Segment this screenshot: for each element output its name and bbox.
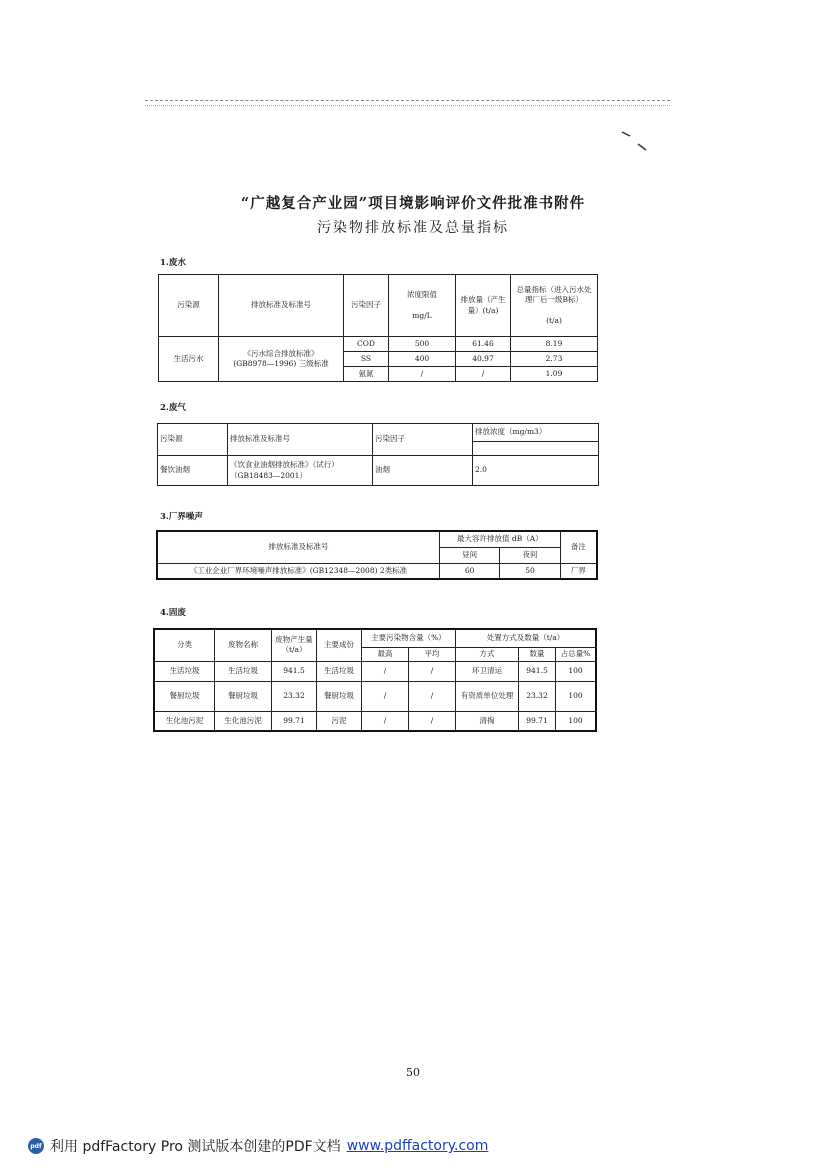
header-cell: 备注 (560, 531, 597, 563)
header-cell: 废物名称 (215, 629, 272, 661)
header-cell: 分类 (154, 629, 215, 661)
header-cell (389, 275, 456, 337)
standard-text: (GB8978—1996) 三级标准 (233, 359, 329, 368)
value-cell: 2.0 (473, 456, 599, 486)
table-cell: 100 (556, 681, 597, 711)
noise-table (156, 530, 598, 580)
header-cell: 最高 (362, 647, 409, 661)
table-cell: / (362, 661, 409, 681)
header-cell: 夜间 (500, 547, 560, 563)
section-heading-noise: 3.厂界噪声 (160, 512, 203, 522)
header-text: 总量指标（进入污水处理厂后一级B标） (516, 285, 592, 305)
table-cell: / (409, 711, 456, 731)
scan-artifact-line (145, 100, 670, 106)
header-cell: 占总量% (556, 647, 597, 661)
header-text: (t/a) (546, 315, 562, 325)
header-cell: 主要污染物含量（%） (362, 629, 456, 647)
header-cell: 主要成份 (317, 629, 362, 661)
table-cell: 941.5 (272, 661, 317, 681)
table-cell: 2.73 (511, 352, 598, 367)
table-cell: 99.71 (519, 711, 556, 731)
table-cell: 清掏 (456, 711, 519, 731)
factor-cell: 油烟 (373, 456, 473, 486)
table-cell: 生活垃圾 (317, 661, 362, 681)
table-cell: 400 (389, 352, 456, 367)
table-cell: 60 (439, 563, 499, 579)
footer-text: 利用 pdfFactory Pro 测试版本创建的PDF文档 (50, 1139, 341, 1155)
table-cell: 厂界 (560, 563, 597, 579)
table-cell: 氨氮 (344, 367, 389, 382)
scan-speck (620, 130, 648, 152)
standard-cell: 《工业企业厂界环境噪声排放标准》(GB12348—2008) 2类标准 (157, 563, 439, 579)
table-cell: 生活垃圾 (215, 661, 272, 681)
header-cell: 最大容许排放值 dB（A） (439, 531, 560, 547)
header-cell: 污染源 (158, 424, 228, 456)
table-cell: 50 (500, 563, 560, 579)
header-cell: 排放标准及标准号 (219, 275, 344, 337)
footer-link[interactable]: www.pdffactory.com (346, 1138, 489, 1154)
table-cell: / (456, 367, 511, 382)
table-cell: 23.32 (519, 681, 556, 711)
header-cell: 昼间 (439, 547, 499, 563)
table-cell: / (389, 367, 456, 382)
header-cell (511, 275, 598, 337)
standard-text: 《饮食业油烟排放标准》（试行） (230, 460, 339, 470)
table-cell: 餐厨垃圾 (215, 681, 272, 711)
table-cell: 生活垃圾 (154, 661, 215, 681)
solid-waste-table (153, 628, 597, 732)
section-heading-exhaust: 2.废气 (160, 403, 186, 413)
table-cell: 生化池污泥 (154, 711, 215, 731)
header-cell: 排放标准及标准号 (228, 424, 373, 456)
source-cell: 生活污水 (159, 337, 219, 382)
table-cell: SS (344, 352, 389, 367)
exhaust-table (157, 423, 599, 486)
empty-cell (473, 442, 599, 456)
header-cell: 污染因子 (344, 275, 389, 337)
standard-text: 《污水综合排放标准》 (243, 348, 319, 358)
section-heading-solid: 4.固废 (160, 608, 186, 618)
table-cell: 8.19 (511, 337, 598, 352)
table-cell: / (362, 711, 409, 731)
header-cell: 污染因子 (373, 424, 473, 456)
table-cell: 61.46 (456, 337, 511, 352)
wastewater-table (158, 274, 598, 382)
pdf-footer (28, 1136, 488, 1156)
table-cell: 23.32 (272, 681, 317, 711)
header-cell: 平均 (409, 647, 456, 661)
table-cell: 941.5 (519, 661, 556, 681)
header-cell: 处置方式及数量（t/a） (456, 629, 597, 647)
table-cell: 100 (556, 711, 597, 731)
table-cell: / (409, 681, 456, 711)
header-text: 浓度限值 (407, 290, 437, 300)
header-cell: 数量 (519, 647, 556, 661)
table-cell: COD (344, 337, 389, 352)
standard-text: （GB18483—2001） (230, 470, 307, 480)
table-cell: 40.97 (456, 352, 511, 367)
header-cell: 方式 (456, 647, 519, 661)
table-cell: 餐厨垃圾 (317, 681, 362, 711)
table-cell: 500 (389, 337, 456, 352)
table-cell: 100 (556, 661, 597, 681)
header-cell: 废物产生量（t/a） (272, 629, 317, 661)
table-cell: 餐厨垃圾 (154, 681, 215, 711)
table-cell: 99.71 (272, 711, 317, 731)
table-cell: / (409, 661, 456, 681)
header-text: mg/L (412, 310, 432, 320)
header-cell: 污染源 (159, 275, 219, 337)
standard-cell (228, 456, 373, 486)
document-subtitle: 污染物排放标准及总量指标 (317, 220, 509, 236)
standard-cell (219, 337, 344, 382)
pdffactory-logo-icon: pdf (28, 1138, 44, 1154)
header-cell: 排放量（产生量）(t/a) (456, 275, 511, 337)
source-cell: 餐饮油烟 (158, 456, 228, 486)
header-cell: 排放浓度（mg/m3） (473, 424, 599, 442)
table-cell: 有资质单位处理 (456, 681, 519, 711)
document-title: “广越复合产业园”项目境影响评价文件批准书附件 (240, 195, 586, 212)
header-cell: 排放标准及标准号 (157, 531, 439, 563)
section-heading-wastewater: 1.废水 (160, 258, 186, 268)
page-number: 50 (406, 1066, 420, 1079)
table-cell: 环卫清运 (456, 661, 519, 681)
table-cell: 污泥 (317, 711, 362, 731)
table-cell: / (362, 681, 409, 711)
table-cell: 生化池污泥 (215, 711, 272, 731)
table-cell: 1.09 (511, 367, 598, 382)
